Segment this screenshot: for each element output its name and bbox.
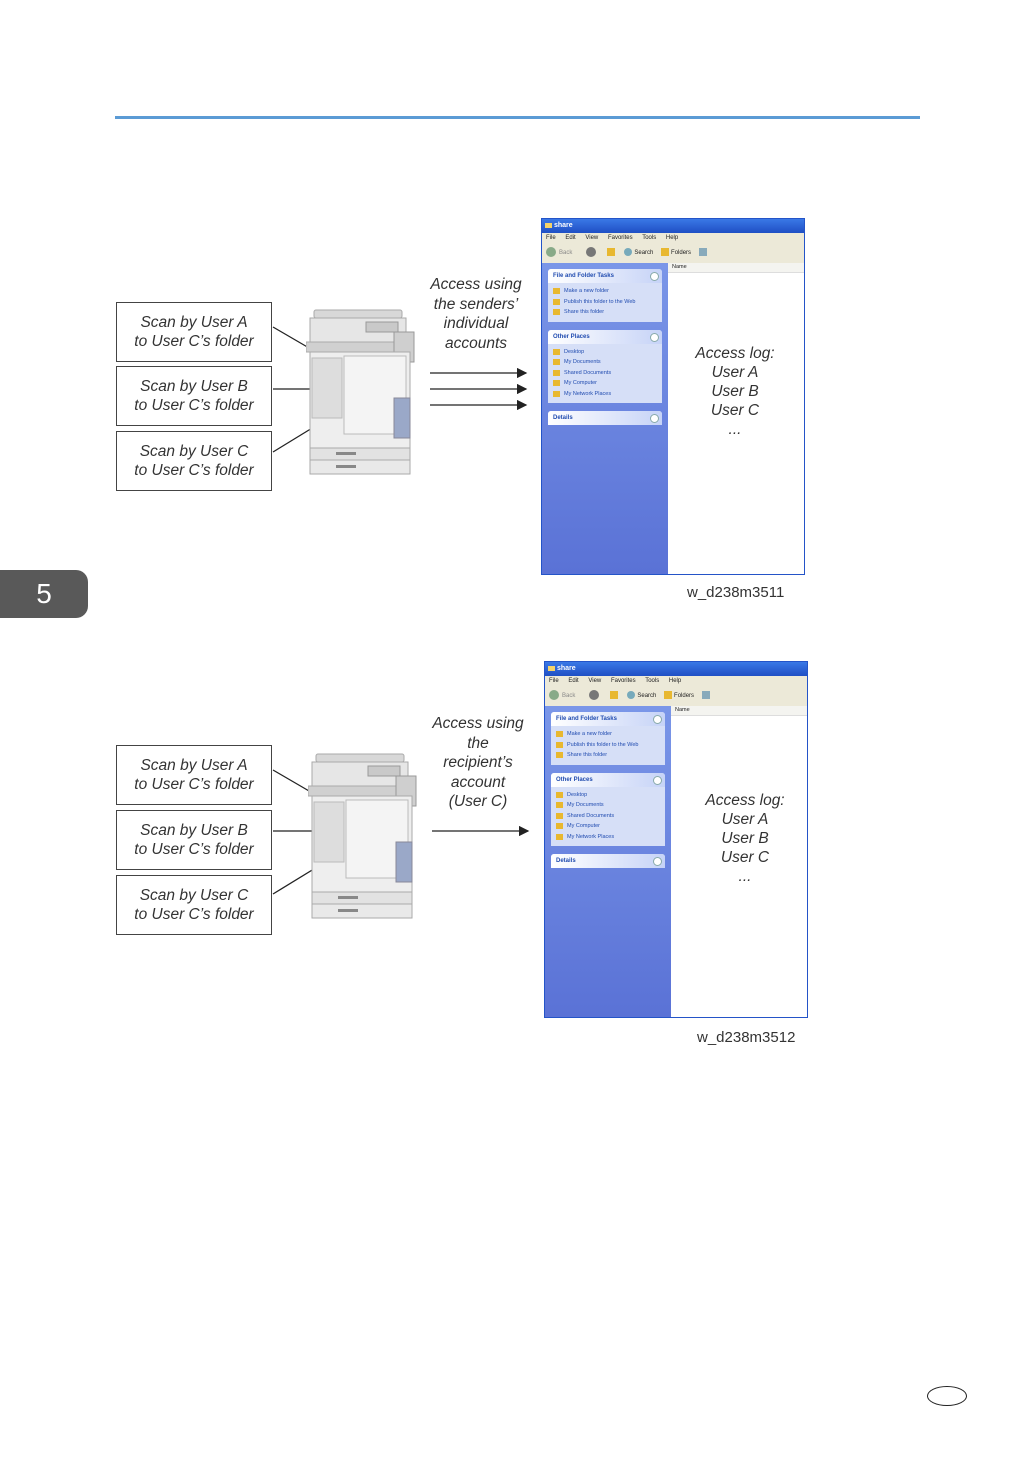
menu-favorites[interactable]: Favorites [607, 235, 633, 241]
task-publish-folder[interactable]: Publish this folder to the Web [551, 740, 665, 751]
copier-icon [308, 752, 418, 922]
folders-button[interactable]: Folders [671, 250, 692, 256]
access-log-line: User C [710, 402, 760, 419]
file-tasks-panel [551, 712, 665, 765]
menu-view[interactable]: View [585, 235, 599, 241]
scan-box-line1: Scan by User B [140, 822, 248, 839]
scan-box-line2: to User C’s folder [134, 841, 254, 858]
task-pane [545, 706, 671, 1017]
access-note-line: recipient’s [443, 754, 513, 771]
access-note-line: the senders’ [433, 295, 519, 313]
access-log-line: User A [721, 811, 769, 828]
scan-box-line2: to User C’s folder [134, 906, 254, 923]
figure-id: w_d238m3512 [697, 1029, 796, 1046]
menu-help[interactable]: Help [665, 235, 679, 241]
scan-box-line1: Scan by User A [140, 314, 248, 331]
figure-id: w_d238m3511 [687, 584, 785, 601]
menu-file[interactable]: File [549, 678, 559, 684]
access-log-line: Access log: [705, 792, 785, 809]
views-icon[interactable] [702, 691, 710, 699]
forward-icon[interactable] [589, 690, 599, 700]
file-tasks-header[interactable]: File and Folder Tasks [551, 712, 665, 726]
menu-bar [545, 676, 807, 687]
scan-box-line1: Scan by User A [140, 757, 248, 774]
search-icon[interactable] [627, 691, 635, 699]
menu-tools[interactable]: Tools [645, 678, 660, 684]
scan-box-line1: Scan by User C [139, 887, 249, 904]
file-tasks-header[interactable]: File and Folder Tasks [548, 269, 662, 283]
access-log-line: User B [711, 383, 759, 400]
back-button[interactable]: Back [562, 693, 576, 699]
scan-box-line2: to User C’s folder [134, 462, 254, 479]
window-title: share [542, 219, 804, 233]
access-note-line: account [450, 773, 506, 791]
place-my-computer[interactable]: My Computer [551, 821, 665, 832]
other-places-header[interactable]: Other Places [551, 773, 665, 787]
access-note-line: individual [443, 315, 509, 332]
access-note-line: Access using [432, 715, 524, 732]
access-log-line: User A [711, 364, 759, 381]
scan-box-line2: to User C’s folder [134, 776, 254, 793]
column-name-header[interactable]: Name [671, 706, 807, 716]
task-make-folder[interactable]: Make a new folder [548, 286, 662, 297]
scan-box-user-a [116, 745, 272, 805]
chapter-tab: 5 [0, 570, 88, 618]
access-log-line: User B [721, 830, 769, 847]
up-folder-icon[interactable] [610, 691, 618, 699]
place-shared-documents[interactable]: Shared Documents [548, 368, 662, 379]
back-icon[interactable] [549, 690, 559, 700]
back-button[interactable]: Back [559, 250, 573, 256]
menu-edit[interactable]: Edit [568, 678, 579, 684]
access-note-line: accounts [444, 334, 508, 352]
details-header[interactable]: Details [551, 854, 665, 868]
place-my-network-places[interactable]: My Network Places [548, 389, 662, 400]
toolbar [545, 687, 807, 707]
scan-box-user-b [116, 810, 272, 870]
task-share-folder[interactable]: Share this folder [548, 307, 662, 318]
search-button[interactable]: Search [637, 693, 657, 699]
access-note [422, 714, 534, 812]
access-note-line: Access using [430, 276, 522, 293]
scan-box-line2: to User C’s folder [134, 333, 254, 350]
other-places-panel [551, 773, 665, 847]
window-title: share [545, 662, 807, 676]
menu-favorites[interactable]: Favorites [610, 678, 636, 684]
place-my-documents[interactable]: My Documents [548, 357, 662, 368]
details-header[interactable]: Details [548, 411, 662, 425]
menu-view[interactable]: View [588, 678, 602, 684]
menu-tools[interactable]: Tools [642, 235, 657, 241]
scan-box-line1: Scan by User C [139, 443, 249, 460]
task-share-folder[interactable]: Share this folder [551, 750, 665, 761]
menu-file[interactable]: File [546, 235, 556, 241]
scan-box-line2: to User C’s folder [134, 397, 254, 414]
access-log [686, 791, 804, 886]
task-make-folder[interactable]: Make a new folder [551, 729, 665, 740]
menu-help[interactable]: Help [668, 678, 682, 684]
folders-icon[interactable] [664, 691, 672, 699]
task-publish-folder[interactable]: Publish this folder to the Web [548, 297, 662, 308]
folders-button[interactable]: Folders [674, 693, 695, 699]
place-my-computer[interactable]: My Computer [548, 378, 662, 389]
access-log-line: ... [738, 868, 752, 885]
place-desktop[interactable]: Desktop [548, 347, 662, 358]
details-panel [551, 854, 665, 868]
access-log-line: Access log: [695, 345, 775, 362]
place-desktop[interactable]: Desktop [551, 790, 665, 801]
place-shared-documents[interactable]: Shared Documents [551, 811, 665, 822]
access-log-line: User C [720, 849, 770, 866]
column-name-header[interactable]: Name [668, 263, 804, 273]
scan-box-line1: Scan by User B [140, 378, 248, 395]
access-note-line: (User C) [448, 793, 508, 810]
access-note-line: the [467, 734, 489, 752]
place-my-documents[interactable]: My Documents [551, 800, 665, 811]
scan-box-user-c [116, 875, 272, 935]
other-places-header[interactable]: Other Places [548, 330, 662, 344]
search-button[interactable]: Search [634, 250, 654, 256]
page-end-oval-icon [927, 1386, 967, 1406]
menu-edit[interactable]: Edit [565, 235, 576, 241]
access-log-line: ... [728, 421, 742, 438]
place-my-network-places[interactable]: My Network Places [551, 832, 665, 843]
